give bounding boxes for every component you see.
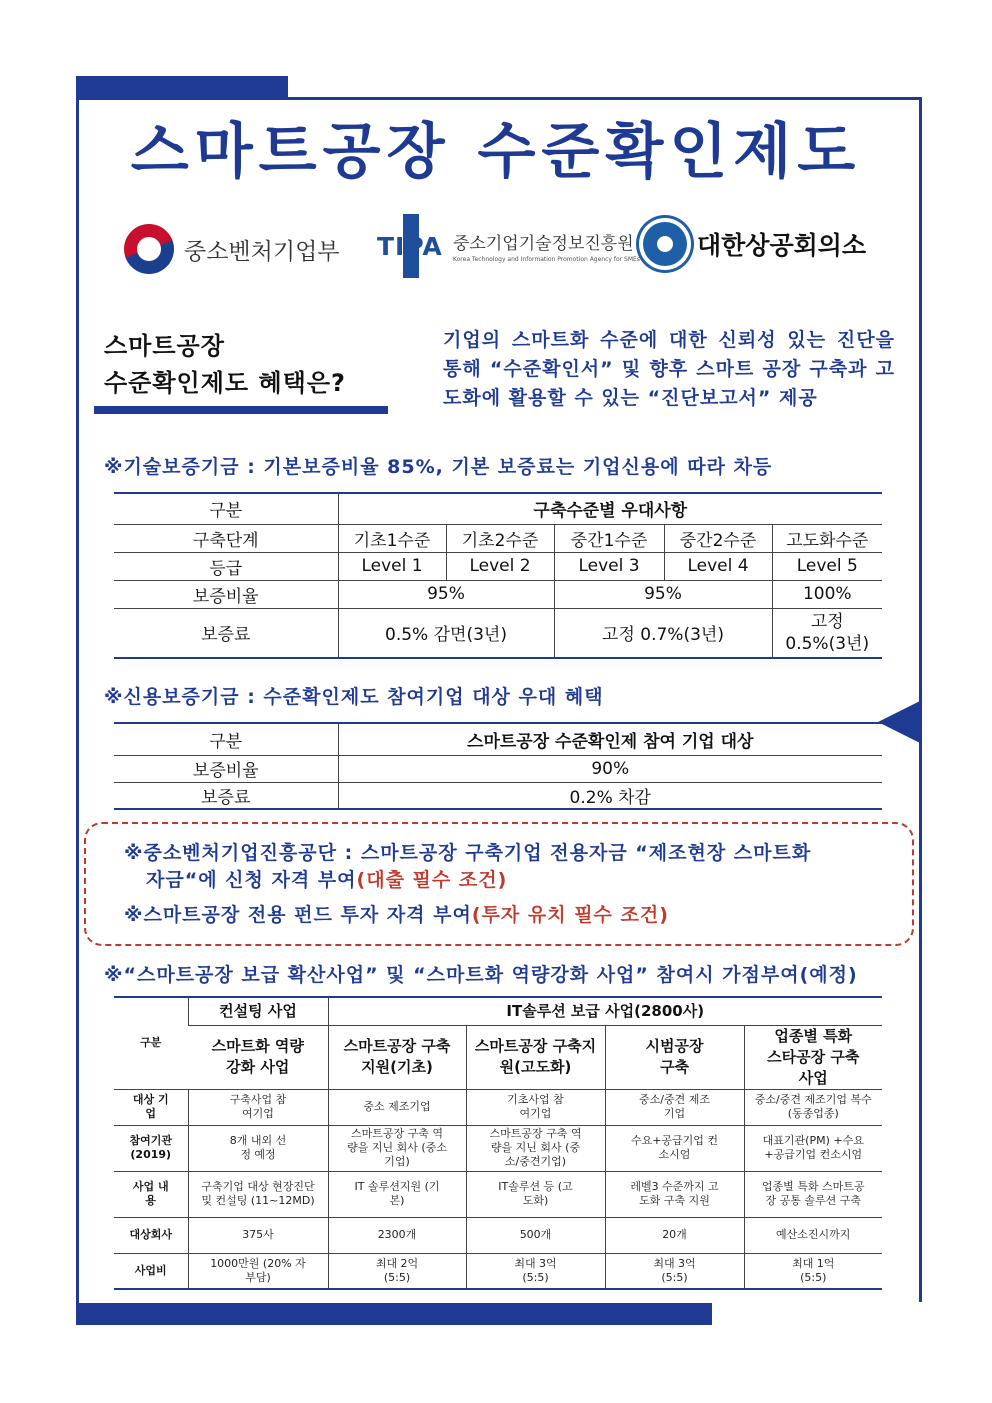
notice-line2 <box>146 865 507 892</box>
row-label: 보증비율 <box>114 580 338 608</box>
table-cell: Level 2 <box>446 552 554 580</box>
table-cell: 95% <box>554 580 772 608</box>
kibo-table <box>114 492 882 659</box>
benefit-title-line2: 수준확인제도 혜택은? <box>104 369 346 397</box>
table-cell: 대표기관(PM) +수요+공급기업 컨소시엄 <box>744 1125 882 1171</box>
table-cell: 최대 3억 (5:5) <box>466 1253 605 1289</box>
row-label: 사업비 <box>114 1253 188 1289</box>
table-cell: 1000만원 (20% 자부담) <box>188 1253 328 1289</box>
row-label: 대상회사 <box>114 1217 188 1253</box>
notice-line1: ※중소벤처기업진흥공단 : 스마트공장 구축기업 전용자금 “제조현장 스마트화 <box>124 842 812 864</box>
table-cell: 0.2% 차감 <box>338 782 882 809</box>
benefit-title-line1: 스마트공장 <box>104 332 225 360</box>
tipa-mark-text: TIPA <box>377 232 443 261</box>
fee-line2: 0.5%(3년) <box>785 633 870 654</box>
table-cell: 95% <box>338 580 554 608</box>
row-label: 보증료 <box>114 782 338 809</box>
table-cell: 예산소진시까지 <box>744 1217 882 1253</box>
table-cell <box>772 608 882 658</box>
table-cell: 업종별 특화 스마트공장 공통 솔루션 구축 <box>744 1171 882 1217</box>
table-header-cell: 스마트공장 수준확인제 참여 기업 대상 <box>338 723 882 755</box>
page-title: 스마트공장 수준확인제도 <box>130 117 862 187</box>
table-cell: 레벨3 수준까지 고도화 구축 지원 <box>605 1171 744 1217</box>
program-header: 시범공장 구축 <box>605 1025 744 1089</box>
notice-line3-main: ※스마트공장 전용 펀드 투자 자격 부여 <box>124 904 472 926</box>
mss-logo <box>124 224 340 274</box>
tipa-logo <box>377 214 640 278</box>
kodit-heading: ※신용보증기금 : 수준확인제도 참여기업 대상 우대 혜택 <box>104 686 604 708</box>
table-cell: Level 1 <box>338 552 446 580</box>
table-header-cell: 구분 <box>114 493 338 524</box>
gear-icon <box>643 222 687 266</box>
frame-top-bar <box>76 76 288 98</box>
notice-line2-condition: (대출 필수 조건) <box>356 869 508 891</box>
table-cell: 중소/중견 제조기업 <box>605 1089 744 1125</box>
side-arrow-icon <box>878 700 922 744</box>
bonus-heading: ※“스마트공장 보급 확산사업” 및 “스마트화 역량강화 사업” 참여시 가점부여(예정) <box>104 964 858 986</box>
table-cell: 기초2수준 <box>446 524 554 552</box>
table-header-cell: 구축수준별 우대사항 <box>338 493 882 524</box>
program-header: 스마트화 역량강화 사업 <box>188 1025 328 1089</box>
table-cell: Level 3 <box>554 552 664 580</box>
bonus-table <box>114 996 882 1290</box>
program-header: 스마트공장 구축지원(기초) <box>328 1025 466 1089</box>
tipa-korean-name: 중소기업기술정보진흥원 <box>453 234 634 254</box>
taeguk-icon <box>124 224 174 274</box>
table-cell: 20개 <box>605 1217 744 1253</box>
table-header-cell: IT솔루션 보급 사업(2800사) <box>328 997 882 1025</box>
kcci-logo <box>643 222 866 266</box>
benefit-underline <box>94 406 388 414</box>
table-cell: 375사 <box>188 1217 328 1253</box>
table-cell: 수요+공급기업 컨소시엄 <box>605 1125 744 1171</box>
program-header: 업종별 특화 스타공장 구축사업 <box>744 1025 882 1089</box>
mss-logo-text: 중소벤처기업부 <box>184 238 340 265</box>
row-label: 대상 기업 <box>114 1089 188 1125</box>
table-cell: 기초사업 참여기업 <box>466 1089 605 1125</box>
table-cell: IT솔루션 등 (고도화) <box>466 1171 605 1217</box>
benefit-title <box>104 328 346 402</box>
table-cell: 기초1수준 <box>338 524 446 552</box>
benefit-description: 기업의 스마트화 수준에 대한 신뢰성 있는 진단을 통해 “수준확인서” 및 향후 스마트 공장 구축과 고도화에 활용할 수 있는 “진단보고서” 제공 <box>443 329 895 409</box>
logo-row <box>0 212 992 282</box>
tipa-english-name: Korea Technology and Information Promotion Agency for SMEs <box>453 256 640 263</box>
table-cell: 고정 0.7%(3년) <box>554 608 772 658</box>
table-cell: IT 솔루션지원 (기본) <box>328 1171 466 1217</box>
kibo-heading: ※기술보증기금 : 기본보증비율 85%, 기본 보증료는 기업신용에 따라 차등 <box>104 456 773 478</box>
table-cell: 중간1수준 <box>554 524 664 552</box>
table-cell: 0.5% 감면(3년) <box>338 608 554 658</box>
table-cell: 중소 제조기업 <box>328 1089 466 1125</box>
table-cell: 최대 2억 (5:5) <box>328 1253 466 1289</box>
table-cell: 구축기업 대상 현장진단 및 컨설팅 (11~12MD) <box>188 1171 328 1217</box>
row-label: 구축단계 <box>114 524 338 552</box>
table-cell: Level 4 <box>664 552 772 580</box>
notice-line3 <box>124 900 669 927</box>
notice-line3-condition: (투자 유치 필수 조건) <box>471 904 669 926</box>
tipa-mark-icon <box>377 214 443 278</box>
table-cell: 500개 <box>466 1217 605 1253</box>
row-label: 사업 내용 <box>114 1171 188 1217</box>
frame-bottom-bar <box>76 1303 712 1325</box>
table-header-cell: 구분 <box>114 997 188 1089</box>
frame-top-line <box>76 97 922 100</box>
fee-line1: 고정 <box>810 611 844 632</box>
table-cell: 스마트공장 구축 역량을 지닌 회사 (중소/중견기업) <box>466 1125 605 1171</box>
table-cell: 구축사업 참여기업 <box>188 1089 328 1125</box>
table-cell: 최대 3억 (5:5) <box>605 1253 744 1289</box>
table-cell: 최대 1억 (5:5) <box>744 1253 882 1289</box>
table-cell: 고도화수준 <box>772 524 882 552</box>
table-cell: Level 5 <box>772 552 882 580</box>
row-label: 보증비율 <box>114 755 338 782</box>
table-cell: 중간2수준 <box>664 524 772 552</box>
notice-line2-main: 자금“에 신청 자격 부여 <box>146 869 357 891</box>
table-cell: 90% <box>338 755 882 782</box>
table-cell: 중소/중견 제조기업 복수(동종업종) <box>744 1089 882 1125</box>
row-label: 등급 <box>114 552 338 580</box>
table-cell: 8개 내외 선정 예정 <box>188 1125 328 1171</box>
table-header-cell: 컨설팅 사업 <box>188 997 328 1025</box>
kcci-logo-text: 대한상공회의소 <box>697 231 867 260</box>
row-label: 보증료 <box>114 608 338 658</box>
table-cell: 스마트공장 구축 역량을 지닌 회사 (중소기업) <box>328 1125 466 1171</box>
kodit-table <box>114 722 882 810</box>
table-cell: 2300개 <box>328 1217 466 1253</box>
table-cell: 100% <box>772 580 882 608</box>
table-header-cell: 구분 <box>114 723 338 755</box>
row-label: 참여기관 (2019) <box>114 1125 188 1171</box>
program-header: 스마트공장 구축지원(고도화) <box>466 1025 605 1089</box>
